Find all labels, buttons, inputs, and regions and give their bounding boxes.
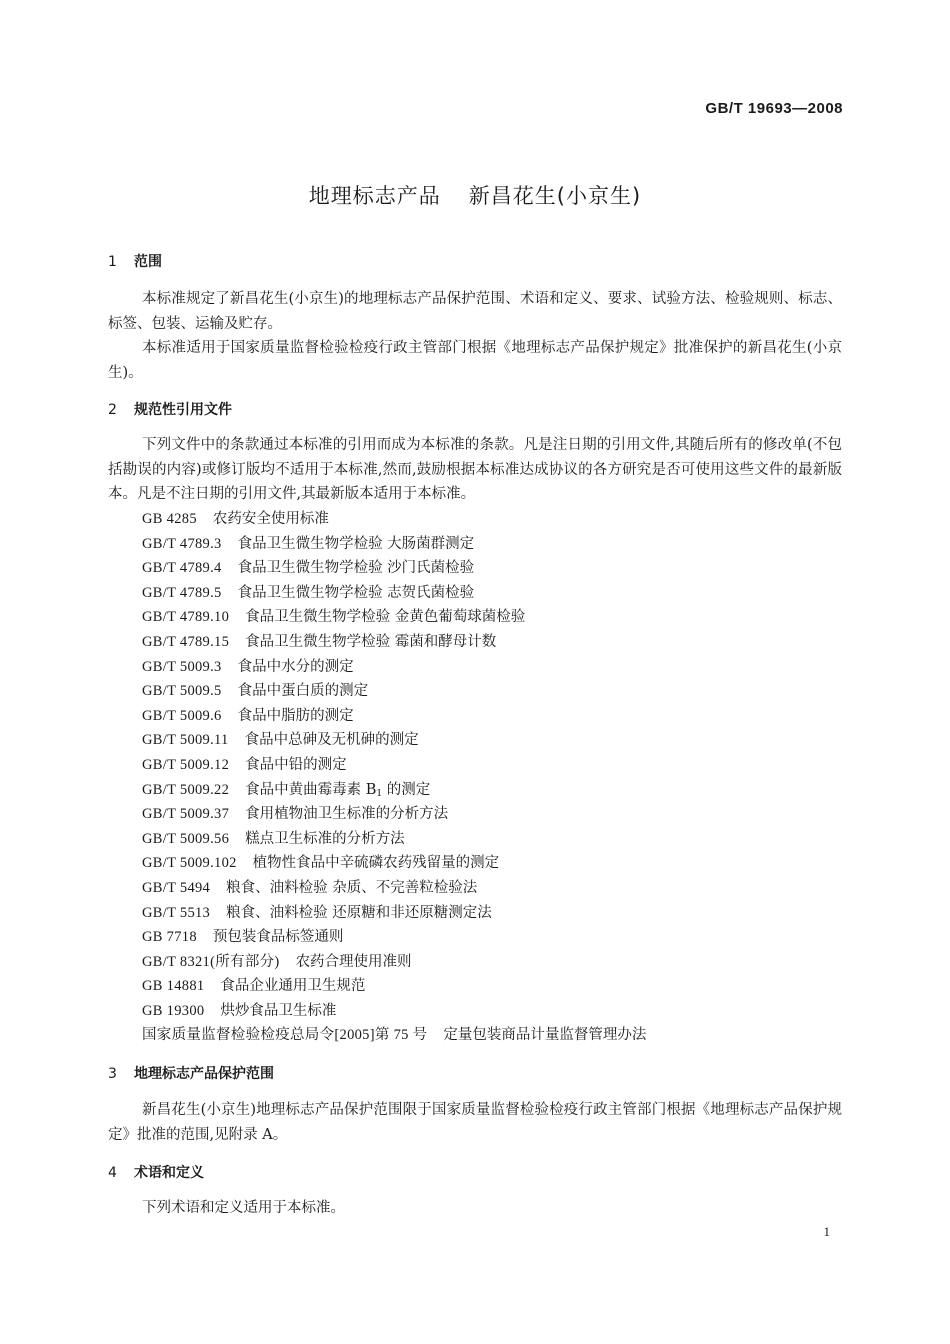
reference-item: GB/T 5009.5 食品中蛋白质的测定 — [142, 683, 369, 700]
reference-item: GB/T 5009.37 食用植物油卫生标准的分析方法 — [142, 806, 449, 823]
reference-item: GB/T 5009.22 食品中黄曲霉毒素 $B_1$ 的测定 — [142, 781, 431, 799]
section-2-heading: 2 规范性引用文件 — [108, 402, 232, 418]
reference-item: GB/T 4789.5 食品卫生微生物学检验 志贺氏菌检验 — [142, 584, 475, 601]
page-number: 1 — [823, 1224, 830, 1239]
reference-item: GB/T 8321(所有部分) 农药合理使用准则 — [142, 953, 412, 970]
title-part-1: 地理标志产品 — [308, 184, 441, 208]
reference-item: GB/T 5009.3 食品中水分的测定 — [142, 658, 354, 675]
section-3-heading: 3 地理标志产品保护范围 — [108, 1066, 274, 1082]
reference-item: GB/T 5513 粮食、油料检验 还原糖和非还原糖测定法 — [142, 904, 492, 921]
reference-item: GB/T 4789.4 食品卫生微生物学检验 沙门氏菌检验 — [142, 560, 475, 577]
title-part-2: 新昌花生(小京生) — [468, 184, 642, 208]
reference-item: GB/T 5009.56 糕点卫生标准的分析方法 — [142, 830, 405, 847]
reference-item: GB 14881 食品企业通用卫生规范 — [142, 978, 366, 995]
reference-item: GB/T 5009.6 食品中脂肪的测定 — [142, 707, 354, 724]
section-1-paragraph-1: 本标准规定了新昌花生(小京生)的地理标志产品保护范围、术语和定义、要求、试验方法、检验规则、标志、标签、包装、运输及贮存。 — [108, 291, 842, 332]
reference-item: GB 19300 烘炒食品卫生标准 — [142, 1002, 337, 1019]
reference-item: GB/T 4789.3 食品卫生微生物学检验 大肠菌群测定 — [142, 535, 475, 552]
section-4-heading: 4 术语和定义 — [108, 1165, 204, 1181]
reference-item: GB/T 5009.12 食品中铅的测定 — [142, 756, 347, 773]
reference-item: GB/T 5009.102 植物性食品中辛硫磷农药残留量的测定 — [142, 855, 500, 872]
reference-item: GB/T 4789.15 食品卫生微生物学检验 霉菌和酵母计数 — [142, 633, 497, 650]
document-title — [0, 180, 950, 210]
reference-item: GB 4285 农药安全使用标准 — [142, 511, 329, 527]
standard-code: GB/T 19693—2008 — [705, 100, 843, 117]
reference-item: GB/T 5009.11 食品中总砷及无机砷的测定 — [142, 732, 419, 749]
section-3-paragraph-1: 新昌花生(小京生)地理标志产品保护范围限于国家质量监督检验检疫行政主管部门根据《地理标志产品保护规定》批准的范围,见附录 A。 — [108, 1102, 842, 1143]
reference-item: GB/T 4789.10 食品卫生微生物学检验 金黄色葡萄球菌检验 — [142, 609, 526, 626]
section-2-paragraph-1: 下列文件中的条款通过本标准的引用而成为本标准的条款。凡是注日期的引用文件,其随后所有的修改单(不包括勘误的内容)或修订版均不适用于本标准,然而,鼓励根据本标准达成协议的各方研究是否可使用这些文件的最新版本。凡是不注日期的引用文件,其最新版本适用于本标准。 — [108, 437, 842, 502]
normative-references-list — [142, 507, 646, 1048]
reference-item: GB/T 5494 粮食、油料检验 杂质、不完善粒检验法 — [142, 879, 478, 896]
reference-item: 国家质量监督检验检疫总局令[2005]第 75 号 定量包装商品计量监督管理办法 — [142, 1027, 647, 1044]
section-4-paragraph-1: 下列术语和定义适用于本标准。 — [142, 1200, 345, 1216]
reference-item: GB 7718 预包装食品标签通则 — [142, 929, 344, 946]
section-1-paragraph-2: 本标准适用于国家质量监督检验检疫行政主管部门根据《地理标志产品保护规定》批准保护的新昌花生(小京生)。 — [108, 340, 842, 381]
section-1-heading: 1 范围 — [108, 254, 162, 270]
